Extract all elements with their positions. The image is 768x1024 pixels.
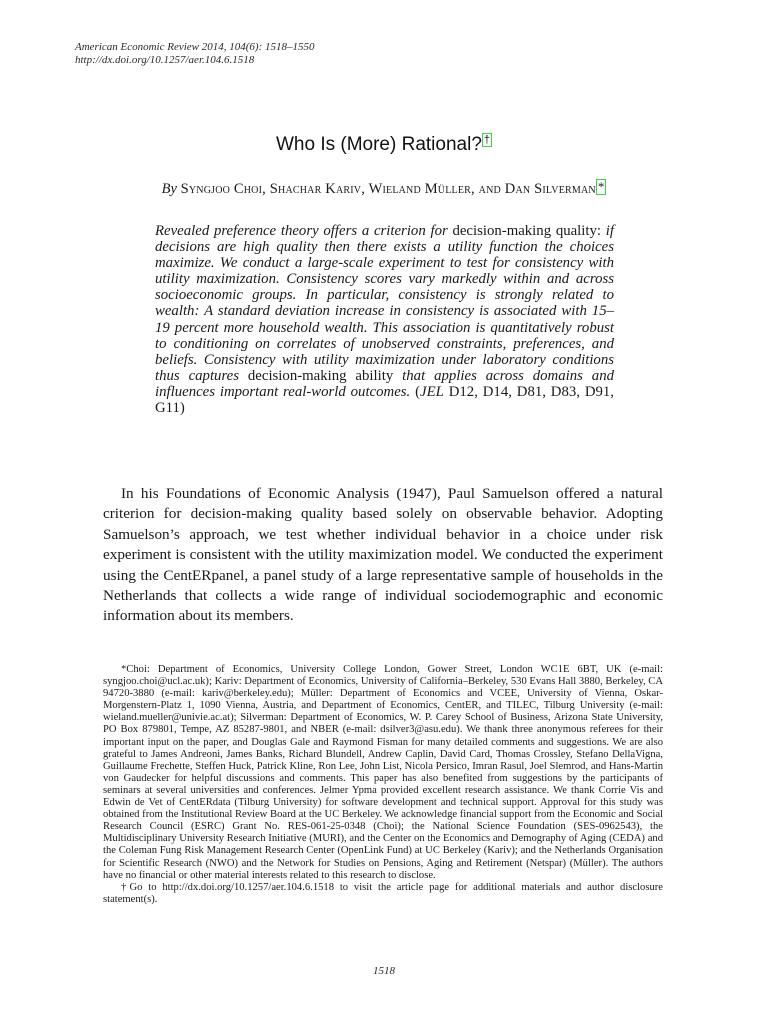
- footnotes: [103, 664, 663, 906]
- title-footnote-link[interactable]: †: [483, 134, 491, 146]
- jel-open: (: [415, 383, 421, 400]
- journal-citation: American Economic Review 2014, 104(6): 1518–1550: [75, 41, 315, 53]
- page-number: 1518: [373, 965, 395, 977]
- author-line: [0, 179, 768, 198]
- article-title-text: Who Is (More) Rational?: [275, 134, 482, 155]
- jel-label: JEL: [420, 383, 444, 400]
- abstract-part-5: that applies across domains and influences important real-world outcomes.: [155, 367, 615, 400]
- abstract: [155, 223, 614, 416]
- author-footnote-link[interactable]: *: [597, 179, 605, 194]
- abstract-part-4: decision-making ability: [247, 367, 394, 384]
- author-by: By: [161, 181, 177, 197]
- abstract-part-3: if decisions are high quality then there exists a utility function the choices maximize. We conduct a large-scale experiment to test for consistency with utility maximization. Consistency scores vary markedly within and across socioeconomic groups. In particular, consistency is strongly related to wealth: A standard deviation increase in consistency is associated with 15–19 percent more household wealth. This association is quantitatively robust to conditioning on correlates of unobserved constraints, preferences, and beliefs. Consistency with utility maximization under laboratory conditions thus captures: [155, 223, 614, 384]
- footnote-author-affiliations: *Choi: Department of Economics, University College London, Gower Street, London WC1E 6BT, UK (e-mail: syngjoo.choi@ucl.ac.uk); Kariv: Department of Economics, University of California–Berkeley, 530 Evans Hall 3880, Berkeley, CA 94720-3880 (e-mail: kariv@berkeley.edu); Müller: Department of Economics and VCEE, University of Vienna, Oskar-Morgenstern-Platz 1, 1090 Vienna, Austria, and Department of Economics, CentER, and TILEC, Tilburg University (e-mail: wieland.mueller@univie.ac.at); Silverman: Department of Economics, W. P. Carey School of Business, Arizona State University, PO Box 879801, Tempe, AZ 85287-9801, and NBER (e-mail: dsilver3@asu.edu). We thank three anonymous referees for their important input on the paper, and Douglas Gale and Raymond Fisman for many detailed comments and suggestions. We are also grateful to James Andreoni, James Banks, Richard Blundell, Andrew Caplin, David Card, Thomas Crossley, Stefano DellaVigna, Guillaume Frechette, Steffen Huck, Patrick Kline, Ron Lee, John List, Nicola Persico, Imran Rasul, Joel Slemrod, and Hans-Martin von Gaudecker for helpful discussions and comments. This paper has also benefited from suggestions by the participants of seminars at several universities and conferences. Jelmer Ypma provided excellent research assistance. We thank Corrie Vis and Edwin de Vet of CentERdata (Tilburg University) for software development and technical support. Approval for this study was obtained from the Institutional Review Board at the UC Berkeley. We acknowledge financial support from the Economic and Social Research Council (ESRC) Grant No. RES-061-25-0348 (Choi); the National Science Foundation (SES-0962543), the Multidisciplinary University Research Initiative (MURI), and the Center on the Economics and Demography of Aging (CEDA) and the Coleman Fung Risk Management Research Center (OpenLink Fund) at UC Berkeley (Kariv); and the Netherlands Organisation for Scientific Research (NWO) and the Network for Studies on Pensions, Aging and Retirement (Netspar) (Müller). The authors have no financial or other material interests related to this research to disclose.: [103, 664, 663, 881]
- footnote-article-link: †Go to http://dx.doi.org/10.1257/aer.104.6.1518 to visit the article page for additional materials and author disclosure statement(s).: [103, 881, 663, 905]
- jel-codes: D12, D14, D81, D83, D91, G11): [155, 383, 615, 417]
- article-title: [0, 133, 768, 156]
- body-paragraph-1: In his Foundations of Economic Analysis (1947), Paul Samuelson offered a natural criterion for decision-making quality based solely on observable behavior. Adopting Samuelson’s approach, we test whether individual behavior in a choice under risk experiment is consistent with the utility maximization model. We conducted the experiment using the CentERpanel, a panel study of a large representative sample of households in the Netherlands that collects a wide range of individual sociodemographic and economic information about its members.: [103, 485, 663, 625]
- abstract-part-1: Revealed preference theory offers a criterion for: [155, 223, 448, 239]
- doi-link[interactable]: http://dx.doi.org/10.1257/aer.104.6.1518: [75, 54, 255, 66]
- abstract-part-2: decision-making quality:: [452, 223, 602, 239]
- journal-header: [75, 41, 315, 67]
- author-names: Syngjoo Choi, Shachar Kariv, Wieland Müller, and Dan Silverman: [180, 181, 596, 197]
